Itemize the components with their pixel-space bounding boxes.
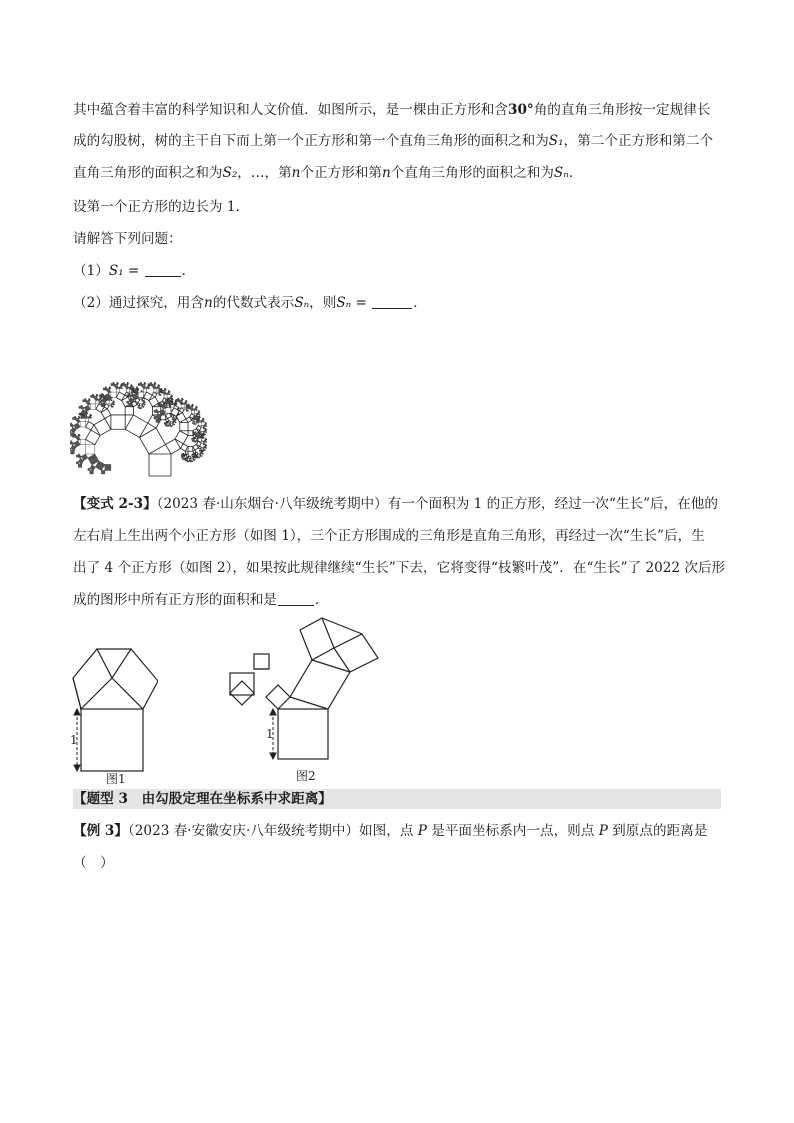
- tree-square: [127, 401, 129, 403]
- paragraph-line-3: 直角三角形的面积之和为S₂，…，第n个正方形和第n个直角三角形的面积之和为Sₙ．: [73, 165, 583, 181]
- tree-square: [90, 470, 93, 473]
- tree-square: [188, 456, 191, 459]
- tree-square: [80, 417, 81, 418]
- tree-square: [145, 383, 146, 384]
- tree-square: [114, 402, 115, 403]
- answer-blank-1[interactable]: [145, 262, 181, 277]
- fig2-top-square-left: [300, 618, 334, 660]
- tree-square: [173, 399, 174, 400]
- tree-square: [81, 405, 82, 406]
- tree-square: [150, 382, 151, 383]
- paragraph-line-4: 设第一个正方形的边长为 1．: [73, 199, 250, 215]
- tree-square: [198, 446, 201, 449]
- tree-square: [149, 386, 150, 387]
- tree-square: [129, 403, 132, 406]
- tree-square: [145, 402, 146, 403]
- tree-square: [71, 442, 74, 445]
- tree-square: [70, 442, 71, 444]
- tree-square: [197, 407, 198, 408]
- tree-square: [156, 419, 159, 422]
- tree-square: [140, 382, 141, 383]
- variant-line-2: 左右肩上生出两个小正方形（如图 1），三个正方形围成的三角形是直角三角形，再经过一次“生长”后，生: [73, 528, 705, 544]
- tree-square: [193, 405, 194, 406]
- tree-square: [164, 395, 167, 398]
- tree-square: [158, 404, 160, 406]
- example-label: 【例 3】: [73, 823, 128, 839]
- tree-square: [166, 389, 167, 390]
- tree-square: [99, 395, 101, 397]
- tree-square: [113, 382, 114, 383]
- answer-blank-2[interactable]: [372, 294, 412, 309]
- tree-square: [90, 465, 95, 470]
- tree-square: [206, 445, 207, 446]
- tree-square: [171, 422, 173, 424]
- tree-square: [206, 430, 207, 431]
- fig1-side-label: 1: [70, 733, 78, 747]
- tree-square: [152, 407, 160, 415]
- tree-square: [206, 439, 207, 440]
- tree-square: [193, 433, 195, 435]
- tree-square: [138, 383, 140, 385]
- tree-square: [111, 392, 116, 397]
- tree-square: [165, 404, 166, 405]
- tree-square: [198, 422, 201, 425]
- tree-square: [76, 462, 78, 464]
- tree-square: [126, 383, 128, 385]
- tree-square: [198, 438, 201, 441]
- figure-2: [226, 612, 388, 786]
- tree-square: [101, 393, 102, 394]
- tree-square: [196, 455, 197, 456]
- tree-square: [78, 417, 80, 419]
- tree-square: [131, 388, 133, 390]
- tree-square: [75, 416, 76, 417]
- tree-square: [108, 388, 110, 390]
- fig1-base-square: [81, 709, 143, 771]
- tree-square: [160, 403, 161, 404]
- tree-square: [186, 405, 188, 407]
- tree-square: [179, 408, 184, 413]
- tree-square: [86, 422, 94, 430]
- tree-square: [201, 426, 203, 428]
- tree-square: [164, 389, 166, 391]
- tree-square: [187, 457, 189, 459]
- tree-square: [166, 399, 168, 401]
- tree-square: [185, 451, 188, 454]
- fig1-right-square: [112, 649, 158, 709]
- tree-square: [109, 404, 111, 406]
- tree-square: [195, 432, 196, 433]
- tree-square: [78, 454, 79, 455]
- tree-square: [105, 387, 106, 388]
- tree-square: [90, 400, 91, 401]
- tree-square: [125, 415, 148, 438]
- tree-square: [166, 406, 167, 407]
- tree-square: [92, 394, 93, 395]
- tree-square: [71, 423, 72, 424]
- var-sn: Sₙ: [553, 165, 569, 181]
- tree-square: [170, 392, 171, 393]
- tree-square: [159, 386, 160, 387]
- tree-square: [199, 412, 200, 413]
- tree-square: [190, 459, 191, 460]
- tree-square: [181, 399, 183, 401]
- tree-square: [70, 424, 71, 426]
- tree-square: [70, 449, 71, 451]
- tree-square: [110, 388, 111, 389]
- tree-square: [168, 398, 169, 399]
- tree-square: [193, 417, 195, 419]
- section-header-3: 【题型 3 由勾股定理在坐标系中求距离】: [73, 789, 721, 809]
- tree-square: [191, 457, 193, 459]
- tree-square: [140, 404, 142, 406]
- tree-square: [176, 401, 177, 402]
- tree-square: [83, 400, 85, 402]
- tree-square: [76, 455, 78, 457]
- tree-square: [105, 464, 111, 470]
- fig2-small-square-c: [230, 673, 254, 695]
- tree-square: [181, 405, 184, 408]
- tree-square: [111, 383, 113, 385]
- paragraph-line-2: 成的勾股树，树的主干自下而上第一个正方形和第一个直角三角形的面积之和为S₁，第二个正方形和第二个: [73, 133, 714, 149]
- tree-square: [152, 392, 157, 397]
- tree-square: [101, 398, 102, 399]
- tree-square: [123, 382, 124, 383]
- variant-line-1: 【变式 2-3】（2023 春·山东烟台·八年级统考期中）有一个面积为 1 的正方形，经过一次“生长”后，在他的: [73, 496, 718, 512]
- tree-square: [200, 433, 201, 434]
- tree-square: [200, 449, 201, 450]
- tree-square: [197, 455, 198, 456]
- tree-square: [133, 387, 134, 388]
- tree-square: [159, 389, 161, 391]
- tree-square: [96, 401, 99, 404]
- tree-square: [194, 414, 196, 416]
- fig2-small-square-a: [230, 681, 254, 705]
- tree-square: [154, 410, 156, 412]
- tree-square: [183, 399, 184, 400]
- tree-square: [194, 420, 196, 422]
- tree-square: [204, 435, 205, 436]
- tree-square: [201, 441, 203, 443]
- tree-square: [70, 431, 71, 433]
- example-3-line-2: （ ）: [73, 855, 114, 871]
- tree-square: [118, 383, 119, 384]
- tree-square: [156, 409, 157, 410]
- angle-value: 30°: [508, 102, 534, 118]
- tree-square: [149, 454, 171, 476]
- tree-square: [167, 404, 169, 406]
- tree-square: [78, 464, 81, 467]
- tree-square: [140, 398, 142, 400]
- tree-square: [148, 383, 150, 385]
- tree-square: [88, 400, 90, 402]
- tree-square: [139, 406, 140, 407]
- tree-square: [138, 389, 139, 390]
- tree-square: [157, 392, 159, 394]
- tree-square: [188, 404, 189, 405]
- tree-square: [197, 439, 198, 440]
- tree-square: [78, 455, 81, 458]
- fig2-top-square-right: [334, 634, 378, 672]
- tree-square: [200, 417, 201, 418]
- tree-square: [193, 438, 195, 440]
- fig2-base-square: [278, 709, 328, 759]
- tree-square: [85, 399, 86, 400]
- tree-square: [154, 417, 156, 419]
- tree-square: [193, 421, 194, 422]
- fig2-side-label: 1: [266, 727, 274, 741]
- fig1-caption: 图1: [106, 772, 126, 786]
- tree-square: [87, 413, 88, 414]
- tree-square: [116, 389, 119, 392]
- tree-square: [78, 435, 80, 437]
- tree-square: [201, 447, 203, 449]
- tree-square: [127, 395, 129, 397]
- tree-square: [191, 411, 194, 414]
- question-2: （2）通过探究，用含n的代数式表示Sₙ，则Sₙ = ．: [73, 295, 427, 311]
- tree-square: [103, 388, 105, 390]
- tree-square: [125, 407, 133, 415]
- tree-square: [121, 383, 123, 385]
- tree-square: [79, 413, 81, 415]
- tree-square: [88, 468, 90, 470]
- variant-line-3: 出了 4 个正方形（如图 2），如果按此规律继续“生长”下去，它将变得“枝繁叶茂”．在“生长”了 2022 次后形: [73, 560, 726, 576]
- tree-square: [71, 441, 72, 442]
- tree-square: [144, 389, 147, 392]
- variant-label: 【变式 2-3】: [73, 496, 157, 512]
- tree-square: [81, 406, 84, 409]
- tree-square: [97, 395, 98, 396]
- tree-square: [171, 405, 174, 408]
- question-1: （1）S₁ = ．: [73, 263, 196, 279]
- tree-square: [176, 399, 178, 401]
- tree-square: [90, 395, 92, 397]
- tree-square: [161, 388, 162, 389]
- tree-square: [79, 406, 81, 408]
- tree-square: [88, 454, 99, 465]
- tree-square: [198, 453, 200, 455]
- tree-square: [154, 389, 157, 392]
- tree-square: [106, 401, 109, 404]
- tree-square: [90, 404, 95, 409]
- tree-square: [86, 445, 95, 454]
- fig2-caption: 图2: [296, 769, 316, 783]
- tree-square: [180, 422, 188, 430]
- tree-square: [80, 435, 81, 436]
- tree-square: [81, 415, 84, 418]
- tree-square: [203, 451, 204, 452]
- tree-square: [126, 389, 129, 392]
- tree-square: [166, 401, 168, 403]
- tree-square: [181, 444, 189, 452]
- tree-square: [178, 398, 179, 399]
- tree-square: [101, 403, 104, 406]
- tree-square: [168, 421, 171, 424]
- tree-square: [175, 420, 176, 421]
- tree-square: [80, 422, 85, 427]
- tree-square: [154, 383, 156, 385]
- tree-square: [184, 408, 186, 410]
- var-s2: S₂: [222, 165, 238, 181]
- tree-square: [75, 434, 76, 435]
- fig2-left-square: [266, 685, 290, 709]
- tree-fractal: [70, 382, 207, 476]
- tree-square: [173, 418, 174, 419]
- tree-square: [86, 419, 89, 422]
- paragraph-line-5: 请解答下列问题：: [73, 231, 182, 247]
- tree-square: [170, 423, 171, 424]
- tree-square: [95, 461, 105, 471]
- tree-square: [122, 386, 123, 387]
- fig2-right-square: [290, 660, 350, 709]
- tree-square: [71, 451, 74, 454]
- tree-square: [166, 408, 171, 413]
- tree-square: [128, 383, 129, 384]
- tree-square: [99, 401, 101, 403]
- answer-blank-3[interactable]: [278, 591, 314, 606]
- var-s1: S₁: [548, 133, 564, 149]
- tree-square: [73, 417, 75, 419]
- tree-square: [188, 446, 193, 451]
- tree-square: [71, 433, 74, 436]
- tree-square: [85, 413, 87, 415]
- tree-square: [195, 416, 196, 417]
- tree-square: [139, 428, 165, 454]
- tree-square: [111, 415, 125, 429]
- example-3-line-1: 【例 3】（2023 春·安徽安庆·八年级统考期中）如图，点 P 是平面坐标系内一点，则点 P 到原点的距离是: [73, 823, 708, 839]
- tree-square: [206, 424, 207, 425]
- tree-square: [155, 383, 156, 384]
- tree-square: [132, 386, 133, 387]
- tree-square: [201, 431, 203, 433]
- fig2-small-square-b: [254, 654, 269, 669]
- tree-square: [80, 439, 85, 444]
- tree-square: [138, 392, 143, 397]
- tree-square: [116, 383, 118, 385]
- tree-square: [129, 393, 130, 394]
- tree-square: [191, 405, 193, 407]
- tree-square: [166, 422, 168, 424]
- tree-square: [173, 401, 174, 402]
- tree-square: [172, 396, 173, 397]
- variant-line-4: 成的图形中所有正方形的面积和是 ．: [73, 592, 329, 608]
- tree-square: [188, 431, 193, 436]
- tree-square: [179, 408, 180, 409]
- pythagoras-tree-figure: [70, 318, 252, 480]
- tree-square: [187, 401, 188, 402]
- tree-square: [101, 470, 104, 473]
- tree-square: [204, 419, 205, 420]
- tree-square: [91, 415, 92, 416]
- tree-square: [138, 388, 139, 389]
- figure-1: [68, 636, 158, 786]
- tree-square: [137, 403, 140, 406]
- paragraph-line-1: 其中蕴含着丰富的科学知识和人文价值．如图所示，是一棵由正方形和含30°角的直角三角形按一定规律长: [73, 102, 711, 118]
- tree-square: [143, 383, 145, 385]
- tree-square: [96, 395, 98, 397]
- tree-square: [71, 424, 74, 427]
